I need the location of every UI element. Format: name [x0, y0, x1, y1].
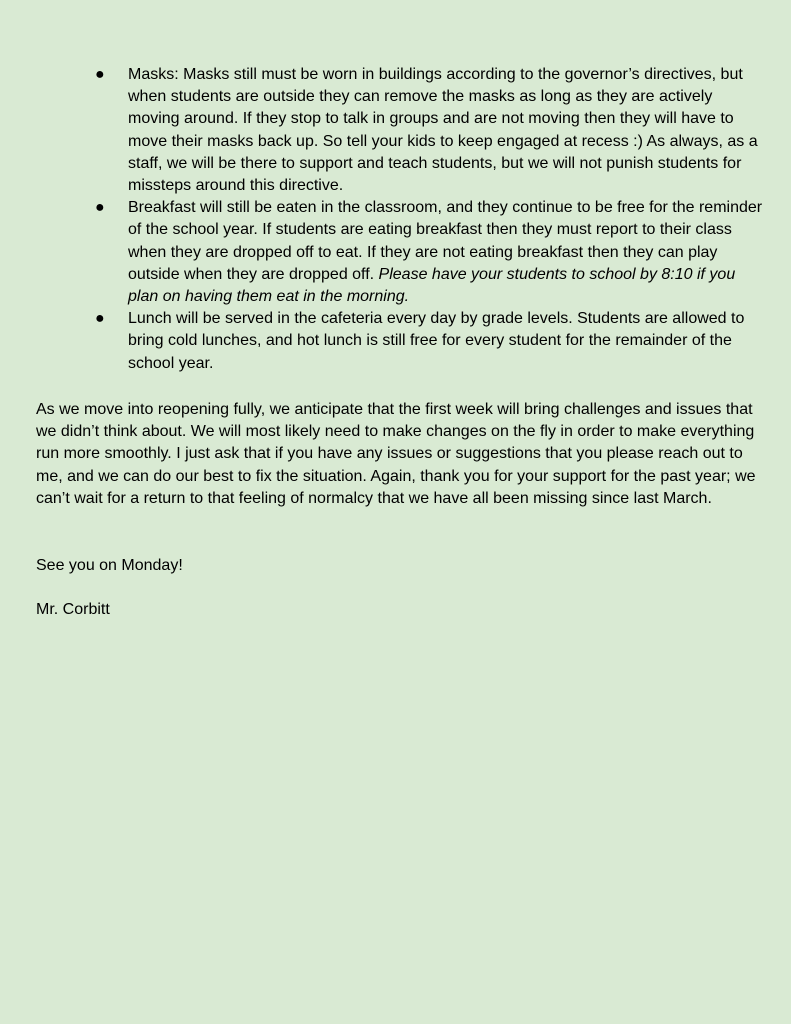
bullet-marker: ●: [95, 310, 105, 328]
signature: Mr. Corbitt: [36, 601, 110, 618]
bullet-text: Breakfast will still be eaten in the classroom, and they continue to be free for the reminder of the school year. If students are eating breakfast then they must report to their class when they are dropped off to eat. If they are not eating breakfast then they can play outside when they are dropped off.: [128, 199, 763, 283]
closing-paragraph: As we move into reopening fully, we anticipate that the first week will bring challenges and issues that we didn’t think about. We will most likely need to make changes on the fly in order to make everything run more smoothly. I just ask that if you have any issues or suggestions that you please reach out to me, and we can do our best to fix the situation. Again, thank you for your support for the past year; we can’t wait for a return to that feeling of normalcy that we have all been missing since last March.: [36, 401, 756, 507]
bullet-italic-note: Please have your students to school by 8:10 if you plan on having them eat in the morning.: [128, 265, 736, 306]
list-item-breakfast: [0, 197, 791, 308]
bullet-list: [0, 64, 791, 375]
list-item-masks: [0, 64, 791, 197]
bullet-text: Lunch will be served in the cafeteria every day by grade levels. Students are allowed to bring cold lunches, and hot lunch is still free for every student for the remainder of the school year.: [128, 310, 745, 372]
list-item-lunch: [0, 308, 791, 375]
bullet-text: Masks: Masks still must be worn in buildings according to the governor’s directives, but when students are outside they can remove the masks as long as they are actively moving around. If they stop to talk in groups and are not moving then they will have to move their masks back up. So tell your kids to keep engaged at recess :) As always, as a staff, we will be there to support and teach students, but we will not punish students for missteps around this directive.: [128, 66, 758, 195]
bullet-marker: ●: [95, 66, 105, 83]
bullet-marker: ●: [95, 199, 105, 217]
farewell-line: See you on Monday!: [36, 557, 183, 574]
